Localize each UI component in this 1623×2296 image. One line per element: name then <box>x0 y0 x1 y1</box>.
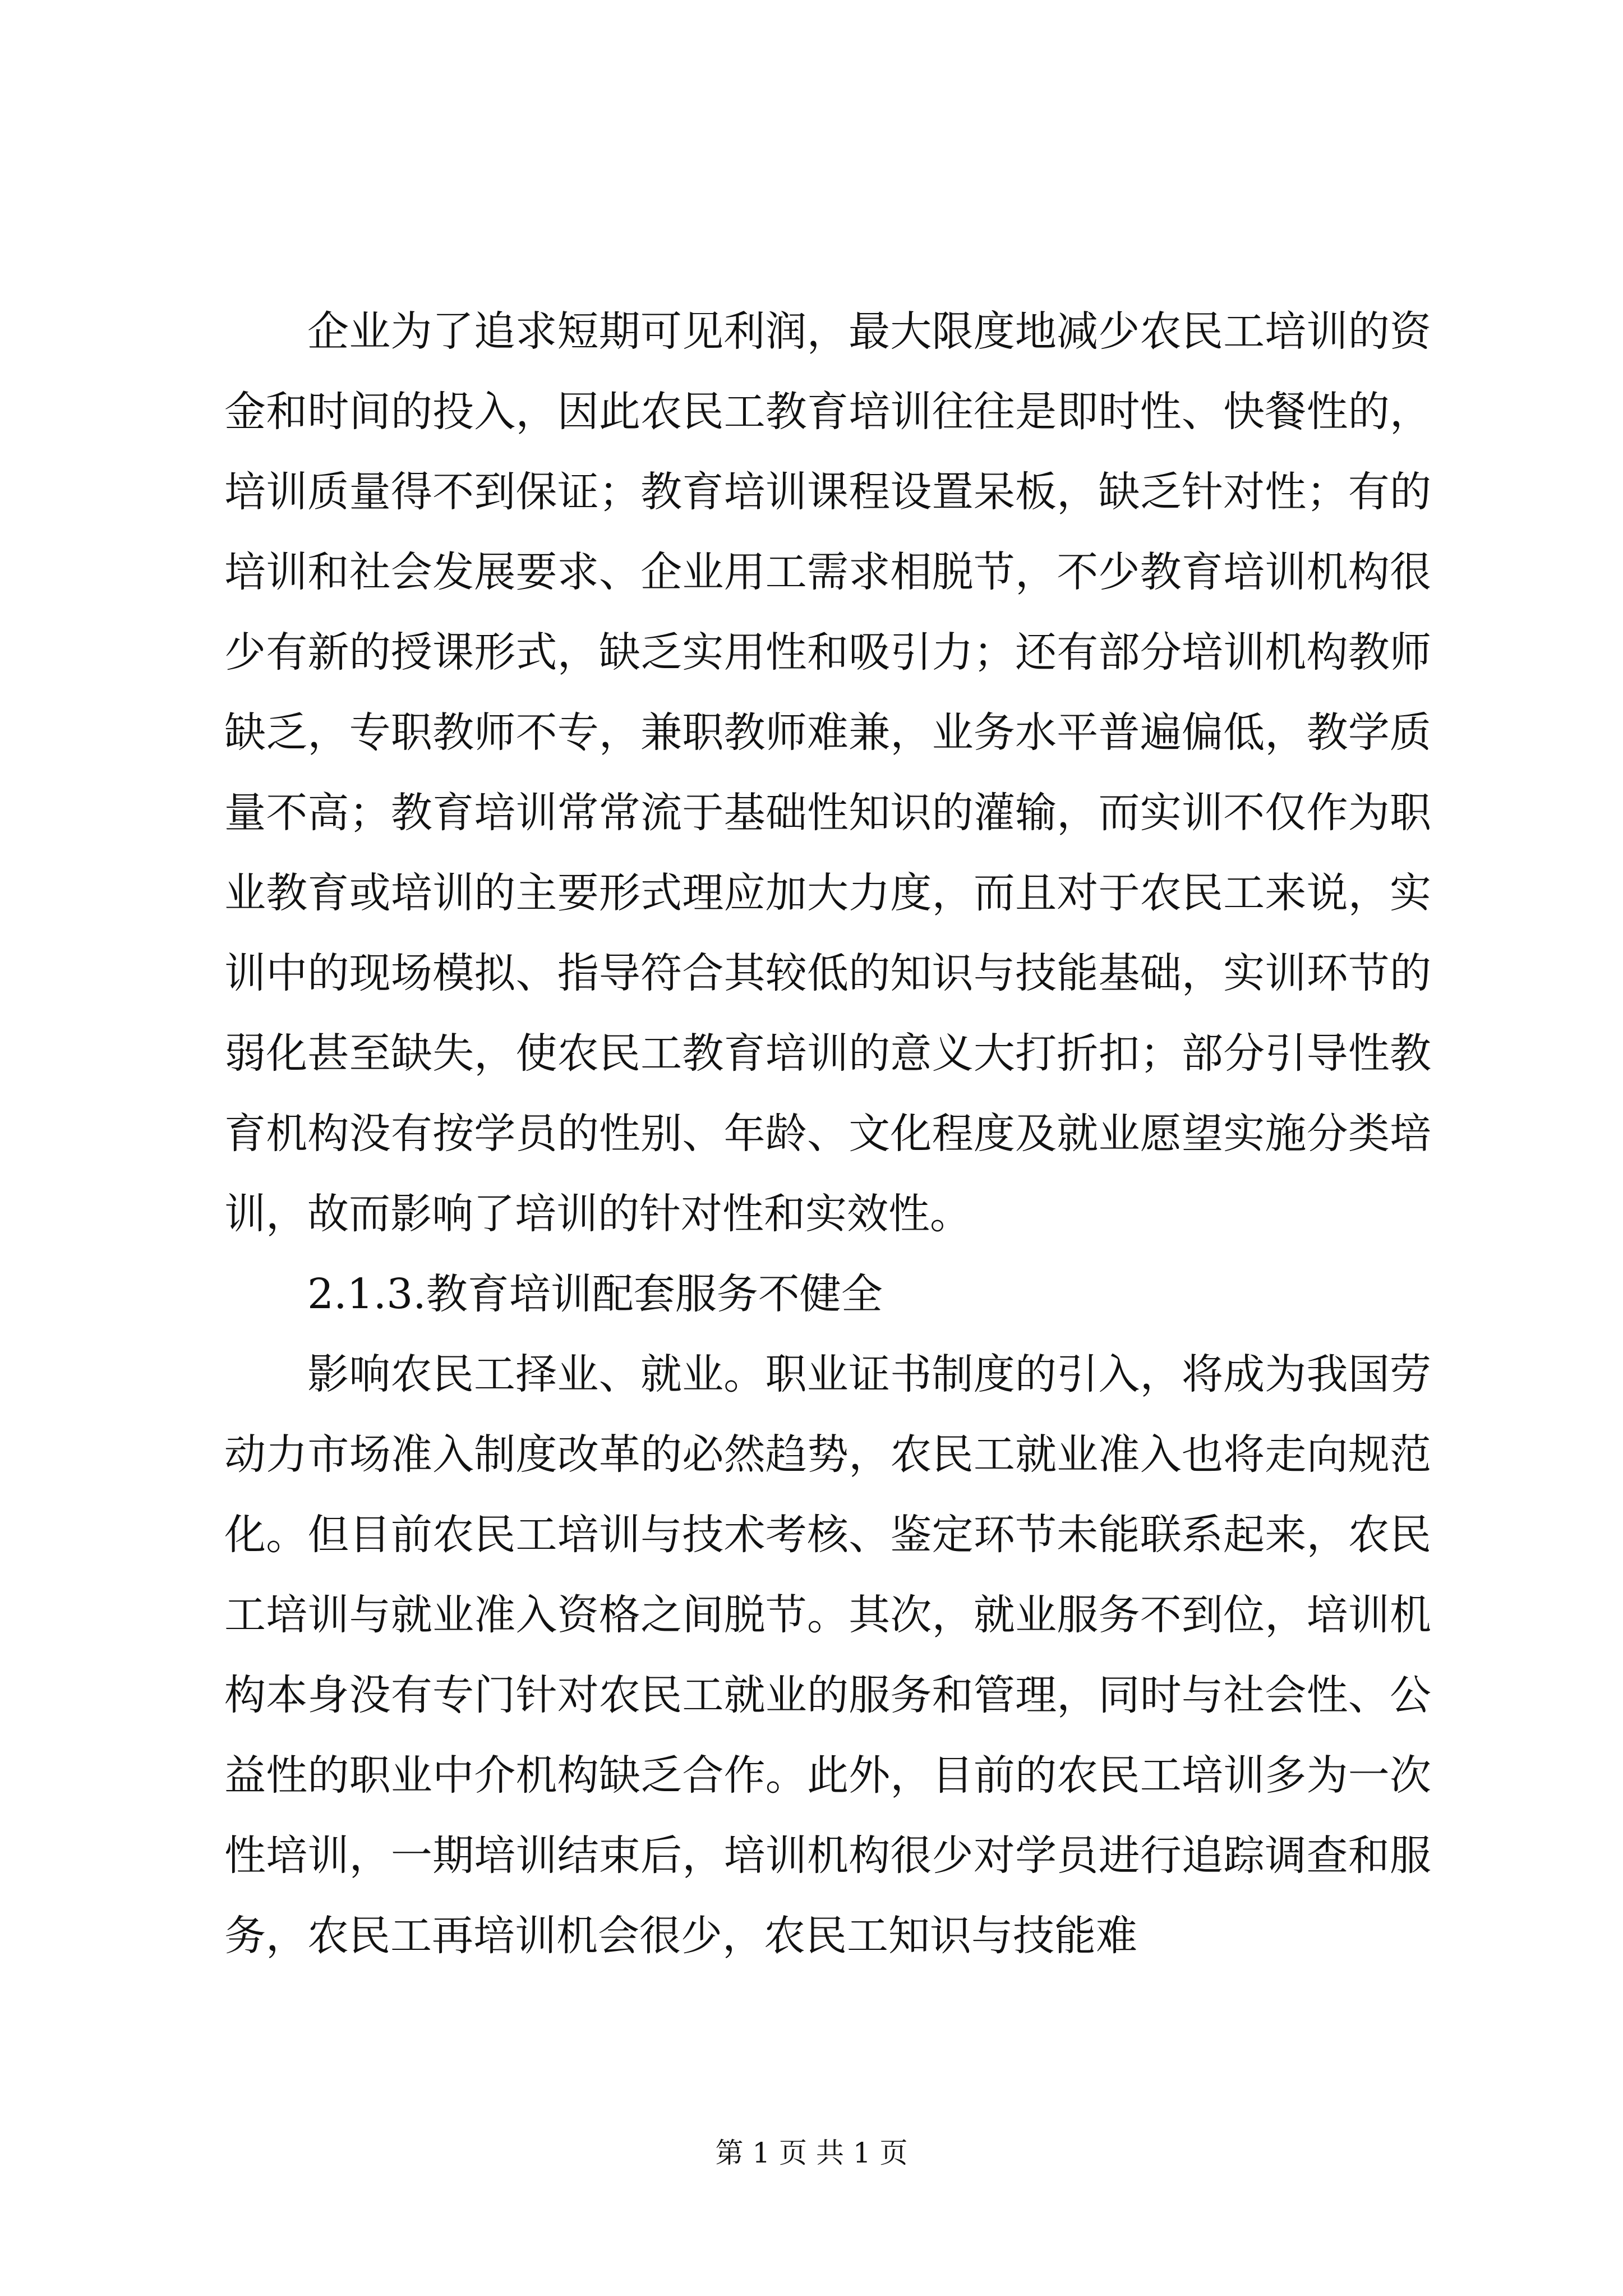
document-body <box>224 292 1431 1976</box>
page-footer: 第 1 页 共 1 页 <box>715 2137 908 2169</box>
paragraph-training-quality: 企业为了追求短期可见利润，最大限度地减少农民工培训的资金和时间的投入，因此农民工教育培训往往是即时性、快餐性的，培训质量得不到保证；教育培训课程设置呆板，缺乏针对性；有的培训和社会发展要求、企业用工需求相脱节，不少教育培训机构很少有新的授课形式，缺乏实用性和吸引力；还有部分培训机构教师缺乏，专职教师不专，兼职教师难兼，业务水平普遍偏低，教学质量不高；教育培训常常流于基础性知识的灌输，而实训不仅作为职业教育或培训的主要形式理应加大力度，而且对于农民工来说，实训中的现场模拟、指导符合其较低的知识与技能基础，实训环节的弱化甚至缺失，使农民工教育培训的意义大打折扣；部分引导性教育机构没有按学员的性别、年龄、文化程度及就业愿望实施分类培训，故而影响了培训的针对性和实效性。 <box>224 307 1431 1238</box>
paragraph-employment-services: 影响农民工择业、就业。职业证书制度的引入，将成为我国劳动力市场准入制度改革的必然趋势，农民工就业准入也将走向规范化。但目前农民工培训与技术考核、鉴定环节未能联系起来，农民工培训与就业准入资格之间脱节。其次，就业服务不到位，培训机构本身没有专门针对农民工就业的服务和管理，同时与社会性、公益性的职业中介机构缺乏合作。此外，目前的农民工培训多为一次性培训，一期培训结束后，培训机构很少对学员进行追踪调查和服务，农民工再培训机会很少，农民工知识与技能难 <box>224 1350 1431 1960</box>
section-heading-2-1-3: 2.1.3.教育培训配套服务不健全 <box>307 1270 883 1318</box>
